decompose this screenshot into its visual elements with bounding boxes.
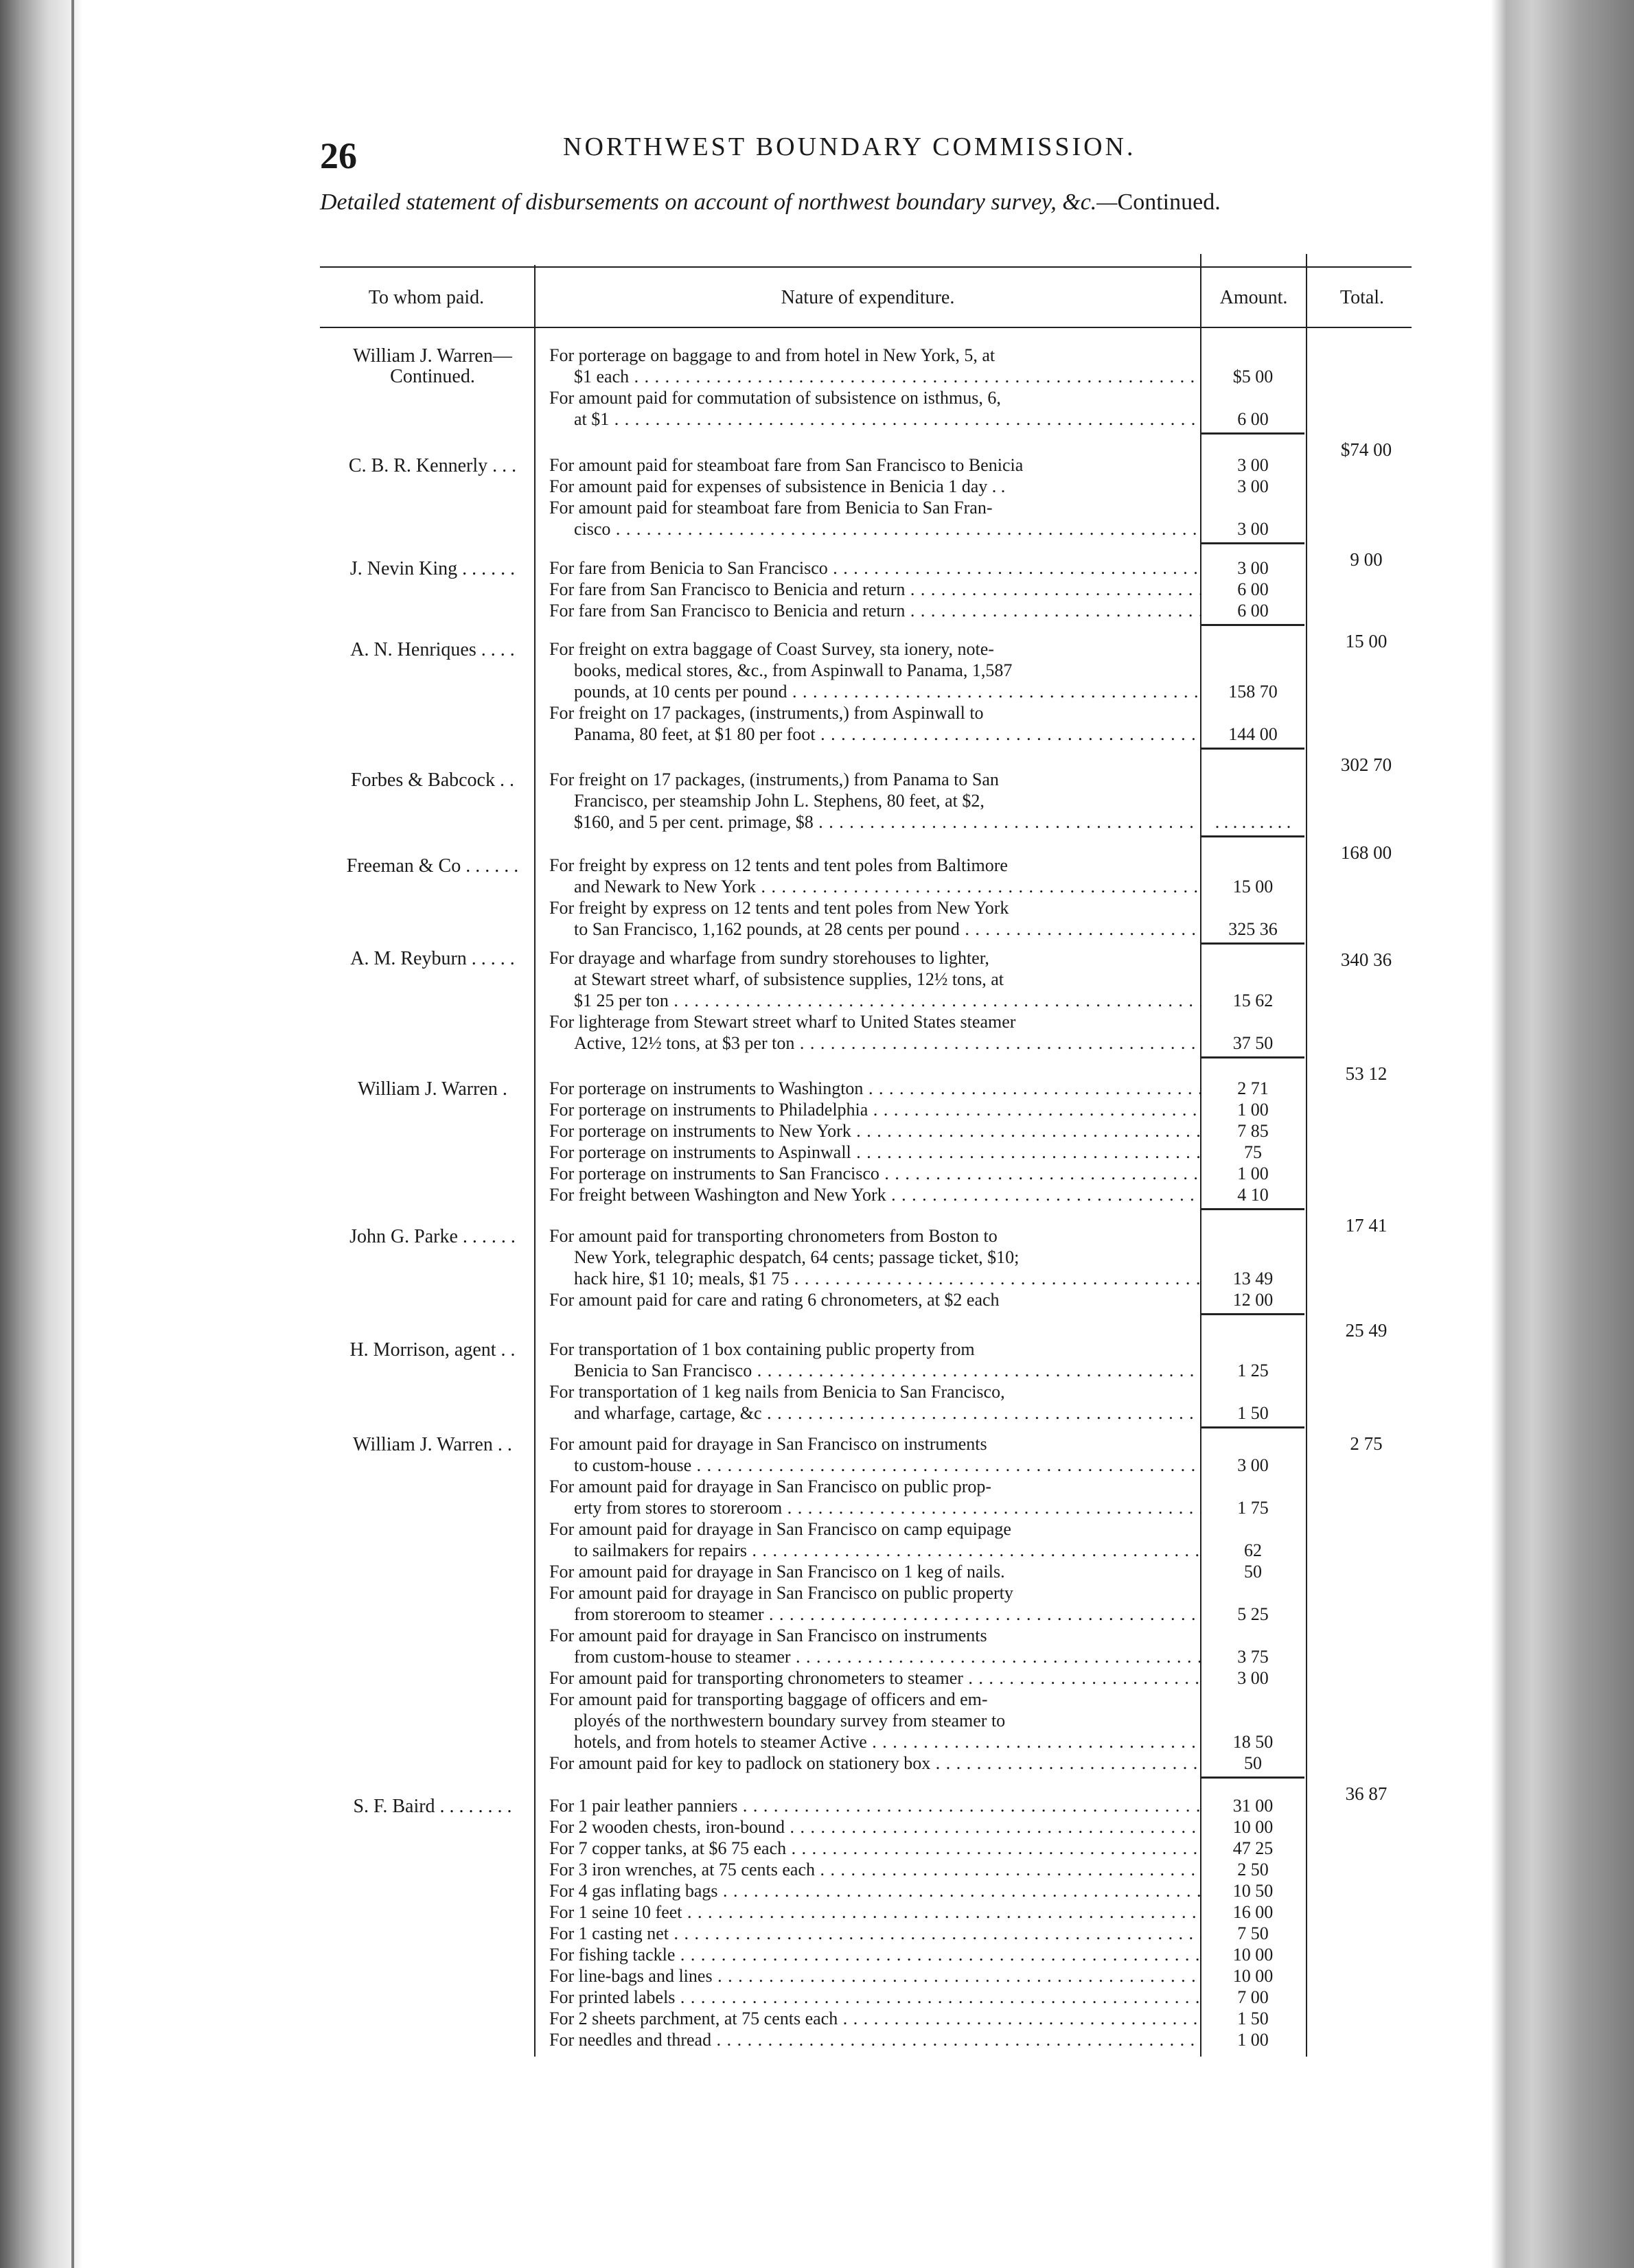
- expenditure-line: [549, 811, 1201, 833]
- expenditure-line: [549, 1247, 1201, 1268]
- subtotal-rule: [1201, 1056, 1304, 1058]
- expenditure-line: [549, 1540, 1201, 1561]
- expenditure-text: $1 each: [574, 367, 630, 386]
- amount-cell: 75: [1244, 1142, 1262, 1162]
- scan-binding-line: [71, 0, 74, 2268]
- expenditure-line: [549, 1120, 1201, 1142]
- expenditure-line: [549, 1078, 1201, 1099]
- amount-cell: 3 00: [1237, 558, 1269, 578]
- total-cell: 25 49: [1345, 1320, 1388, 1341]
- expenditure-line: [549, 1339, 1201, 1360]
- expenditure-line: [549, 579, 1201, 600]
- expenditure-text: For amount paid for drayage in San Francisco on instruments: [549, 1625, 987, 1645]
- amount-cell: 7 50: [1237, 1923, 1269, 1943]
- expenditure-text: For amount paid for drayage in San Francisco on instruments: [549, 1434, 987, 1454]
- expenditure-text: at Stewart street wharf, of subsistence supplies, 12½ tons, at: [574, 969, 1004, 989]
- scan-page-edge: [1491, 0, 1634, 2268]
- expenditure-line: [549, 1011, 1201, 1032]
- expenditure-text: For amount paid for drayage in San Francisco on public property: [549, 1583, 1013, 1603]
- total-cell: 53 12: [1345, 1063, 1388, 1084]
- subtotal-rule: [1201, 624, 1304, 626]
- expenditure-text: For 4 gas inflating bags: [549, 1881, 718, 1901]
- expenditure-text: For amount paid for drayage in San Francisco on 1 keg of nails.: [549, 1562, 1005, 1582]
- expenditure-text: For 1 casting net: [549, 1923, 669, 1943]
- expenditure-text: Francisco, per steamship John L. Stephens, 80 feet, at $2,: [574, 791, 985, 811]
- expenditure-line: [549, 1965, 1201, 1987]
- amount-cell: 18 50: [1232, 1732, 1274, 1752]
- amount-cell: 31 00: [1232, 1796, 1274, 1816]
- payee-name: C. B. R. Kennerly . . .: [348, 455, 517, 476]
- amount-cell: 37 50: [1232, 1033, 1274, 1053]
- expenditure-line: [549, 790, 1201, 811]
- expenditure-line: [549, 638, 1201, 660]
- total-cell: 2 75: [1350, 1433, 1383, 1454]
- expenditure-line: [549, 1268, 1201, 1289]
- total-cell: 36 87: [1345, 1783, 1388, 1804]
- top-rule: [320, 266, 1412, 268]
- subtotal-rule: [1201, 1426, 1304, 1428]
- expenditure-line: [549, 1163, 1201, 1184]
- expenditure-text: For 1 seine 10 feet: [549, 1902, 682, 1922]
- subtotal-rule: [1201, 1313, 1304, 1315]
- expenditure-line: [549, 897, 1201, 918]
- expenditure-line: [549, 387, 1201, 408]
- amount-cell: 10 00: [1232, 1966, 1274, 1986]
- col-divider-1: [534, 265, 536, 2057]
- total-cell: 9 00: [1350, 549, 1383, 570]
- expenditure-text: from custom-house to steamer: [574, 1647, 791, 1667]
- expenditure-line: [549, 1923, 1201, 1944]
- expenditure-text: to sailmakers for repairs: [574, 1540, 747, 1560]
- header-total: Total.: [1339, 287, 1385, 308]
- subtotal-rule: [1201, 748, 1304, 750]
- expenditure-line: [549, 408, 1201, 430]
- amount-cell: 1 50: [1237, 2009, 1269, 2028]
- amount-cell: 1 75: [1237, 1498, 1269, 1518]
- amount-cell: 5 25: [1237, 1604, 1269, 1624]
- expenditure-text: For amount paid for key to padlock on stationery box: [549, 1753, 931, 1773]
- amount-cell: 158 70: [1228, 682, 1278, 702]
- expenditure-text: erty from stores to storeroom: [574, 1498, 783, 1518]
- expenditure-text: For amount paid for drayage in San Francisco on public prop-: [549, 1477, 992, 1496]
- subtotal-rule: [1201, 542, 1304, 544]
- expenditure-text: For freight by express on 12 tents and tent poles from Baltimore: [549, 855, 1008, 875]
- expenditure-text: For freight on 17 packages, (instruments,) from Aspinwall to: [549, 703, 984, 723]
- payee-name: William J. Warren . .: [353, 1434, 512, 1455]
- expenditure-line: [549, 345, 1201, 366]
- expenditure-line: [549, 918, 1201, 940]
- payee-name: J. Nevin King . . . . . .: [349, 558, 516, 579]
- expenditure-line: [549, 1901, 1201, 1923]
- expenditure-line: [549, 1289, 1201, 1310]
- amount-cell: 3 00: [1237, 1668, 1269, 1688]
- expenditure-line: [549, 969, 1201, 990]
- payee-name: John G. Parke . . . . . .: [349, 1226, 516, 1247]
- header-rule: [320, 327, 1412, 328]
- col-divider-3: [1306, 254, 1307, 2057]
- expenditure-line: [549, 1987, 1201, 2008]
- expenditure-text: For porterage on instruments to Washington: [549, 1078, 864, 1098]
- expenditure-text: books, medical stores, &c., from Aspinwall to Panama, 1,587: [574, 660, 1013, 680]
- payee-name: William J. Warren— Continued.: [353, 345, 512, 387]
- expenditure-line: [549, 702, 1201, 724]
- expenditure-line: [549, 1455, 1201, 1476]
- total-cell: 168 00: [1340, 842, 1392, 863]
- payee-name: Forbes & Babcock . .: [351, 769, 514, 791]
- payee-name: S. F. Baird . . . . . . . .: [353, 1796, 512, 1817]
- subtitle-continued: Continued.: [1117, 189, 1221, 215]
- expenditure-text: For 7 copper tanks, at $6 75 each: [549, 1838, 787, 1858]
- expenditure-text: For amount paid for drayage in San Francisco on camp equipage: [549, 1519, 1011, 1539]
- subtotal-rule: [1201, 835, 1304, 837]
- expenditure-text: $160, and 5 per cent. primage, $8: [574, 812, 814, 832]
- amount-cell: 12 00: [1232, 1290, 1274, 1310]
- expenditure-line: [549, 1561, 1201, 1582]
- expenditure-line: [549, 1433, 1201, 1455]
- total-cell: $74 00: [1340, 439, 1392, 460]
- amount-cell: 3 00: [1237, 455, 1269, 475]
- expenditure-text: $1 25 per ton: [574, 991, 669, 1010]
- expenditure-line: [549, 855, 1201, 876]
- expenditure-line: [549, 1360, 1201, 1381]
- expenditure-text: For needles and thread: [549, 2030, 712, 2050]
- expenditure-line: [549, 1381, 1201, 1402]
- amount-cell: 6 00: [1237, 601, 1269, 621]
- expenditure-line: [549, 1184, 1201, 1205]
- expenditure-text: For lighterage from Stewart street wharf to United States steamer: [549, 1012, 1016, 1032]
- expenditure-text: For porterage on instruments to Aspinwall: [549, 1142, 851, 1162]
- amount-cell: 13 49: [1232, 1269, 1274, 1288]
- expenditure-line: [549, 1476, 1201, 1497]
- expenditure-text: For fare from San Francisco to Benicia and return: [549, 579, 906, 599]
- amount-cell: 10 50: [1232, 1881, 1274, 1901]
- expenditure-text: For line-bags and lines: [549, 1966, 713, 1986]
- expenditure-line: [549, 660, 1201, 681]
- expenditure-text: For fare from Benicia to San Francisco: [549, 558, 828, 578]
- expenditure-text: For amount paid for transporting chronometers to steamer: [549, 1668, 963, 1688]
- amount-cell: 1 00: [1237, 2030, 1269, 2050]
- amount-cell: 1 00: [1237, 1164, 1269, 1183]
- amount-cell: 7 00: [1237, 1987, 1269, 2007]
- expenditure-line: [549, 1582, 1201, 1604]
- subtotal-rule: [1201, 432, 1304, 435]
- expenditure-line: [549, 1402, 1201, 1424]
- expenditure-text: and wharfage, cartage, &c: [574, 1403, 762, 1423]
- expenditure-text: For 2 sheets parchment, at 75 cents each: [549, 2009, 838, 2028]
- expenditure-line: [549, 1795, 1201, 1816]
- total-cell: 340 36: [1340, 949, 1392, 970]
- expenditure-line: [549, 1604, 1201, 1625]
- amount-cell: 16 00: [1232, 1902, 1274, 1922]
- expenditure-line: [549, 724, 1201, 745]
- expenditure-text: hotels, and from hotels to steamer Active: [574, 1732, 867, 1752]
- expenditure-text: pounds, at 10 cents per pound: [574, 682, 787, 702]
- expenditure-line: [549, 454, 1201, 476]
- amount-cell: 7 85: [1237, 1121, 1269, 1141]
- page-number: 26: [320, 135, 357, 176]
- expenditure-text: For porterage on baggage to and from hotel in New York, 5, at: [549, 345, 996, 365]
- amount-cell: 50: [1244, 1562, 1262, 1582]
- amount-cell: $5 00: [1232, 367, 1274, 386]
- expenditure-line: [549, 769, 1201, 790]
- amount-cell: 47 25: [1232, 1838, 1274, 1858]
- payee-name: H. Morrison, agent . .: [349, 1339, 516, 1361]
- amount-cell: 15 00: [1232, 877, 1274, 896]
- expenditure-line: [549, 1225, 1201, 1247]
- amount-cell: 1 50: [1237, 1403, 1269, 1423]
- amount-cell: 62: [1244, 1540, 1262, 1560]
- expenditure-text: Panama, 80 feet, at $1 80 per foot: [574, 724, 816, 744]
- expenditure-line: [549, 1518, 1201, 1540]
- expenditure-line: [549, 1731, 1201, 1752]
- header-amount: Amount.: [1219, 287, 1288, 308]
- expenditure-text: For transportation of 1 box containing public property from: [549, 1339, 975, 1359]
- expenditure-line: [549, 681, 1201, 702]
- table-subtitle: [320, 189, 1418, 216]
- expenditure-line: [549, 876, 1201, 897]
- expenditure-line: [549, 518, 1201, 540]
- expenditure-text: For transportation of 1 keg nails from Benicia to San Francisco,: [549, 1382, 1005, 1402]
- payee-name: A. N. Henriques . . . .: [350, 639, 515, 660]
- expenditure-text: For amount paid for commutation of subsistence on isthmus, 6,: [549, 388, 1001, 408]
- amount-cell: 10 00: [1232, 1945, 1274, 1965]
- amount-cell: 325 36: [1228, 919, 1278, 939]
- expenditure-text: For fishing tackle: [549, 1945, 676, 1965]
- expenditure-line: [549, 1859, 1201, 1880]
- amount-cell: 50: [1244, 1753, 1262, 1773]
- total-cell: 17 41: [1345, 1215, 1388, 1236]
- expenditure-line: [549, 1816, 1201, 1838]
- expenditure-text: ployés of the northwestern boundary survey from steamer to: [574, 1711, 1006, 1731]
- expenditure-text: For amount paid for steamboat fare from Benicia to San Fran-: [549, 498, 993, 518]
- subtitle-italic: Detailed statement of disbursements on account of northwest boundary survey, &c.—: [320, 189, 1118, 215]
- expenditure-text: Benicia to San Francisco: [574, 1361, 752, 1380]
- expenditure-text: For 2 wooden chests, iron-bound: [549, 1817, 785, 1837]
- expenditure-text: New York, telegraphic despatch, 64 cents; passage ticket, $10;: [574, 1247, 1020, 1267]
- amount-cell: 3 00: [1237, 476, 1269, 496]
- expenditure-text: For drayage and wharfage from sundry storehouses to lighter,: [549, 948, 989, 968]
- amount-cell: 1 25: [1237, 1361, 1269, 1380]
- amount-cell: . . . . . . . . .: [1215, 812, 1291, 832]
- expenditure-line: [549, 1710, 1201, 1731]
- amount-cell: 3 00: [1237, 1455, 1269, 1475]
- expenditure-text: For freight between Washington and New York: [549, 1185, 886, 1205]
- expenditure-line: [549, 2029, 1201, 2050]
- payee-name: A. M. Reyburn . . . . .: [350, 948, 515, 969]
- expenditure-text: For 1 pair leather panniers: [549, 1796, 738, 1816]
- expenditure-text: For amount paid for expenses of subsistence in Benicia 1 day . .: [549, 476, 1006, 496]
- expenditure-text: For freight on extra baggage of Coast Survey, sta ionery, note-: [549, 639, 994, 659]
- header-nature: Nature of expenditure.: [781, 287, 955, 308]
- amount-cell: 1 00: [1237, 1100, 1269, 1120]
- expenditure-text: cisco: [574, 519, 611, 539]
- expenditure-text: For amount paid for transporting baggage of officers and em-: [549, 1689, 988, 1709]
- expenditure-line: [549, 1880, 1201, 1901]
- payee-name: William J. Warren .: [358, 1078, 507, 1100]
- amount-cell: 6 00: [1237, 409, 1269, 429]
- expenditure-text: For freight on 17 packages, (instruments,) from Panama to San: [549, 769, 999, 789]
- amount-cell: 15 62: [1232, 991, 1274, 1010]
- expenditure-text: For porterage on instruments to San Francisco: [549, 1164, 879, 1183]
- expenditure-text: For fare from San Francisco to Benicia and return: [549, 601, 906, 621]
- expenditure-text: For amount paid for steamboat fare from San Francisco to Benicia: [549, 455, 1024, 475]
- expenditure-line: [549, 1752, 1201, 1774]
- expenditure-line: [549, 1032, 1201, 1054]
- amount-cell: 6 00: [1237, 579, 1269, 599]
- expenditure-line: [549, 990, 1201, 1011]
- total-cell: 15 00: [1345, 631, 1388, 651]
- expenditure-line: [549, 1838, 1201, 1859]
- expenditure-line: [549, 497, 1201, 518]
- total-cell: 302 70: [1340, 754, 1392, 775]
- expenditure-line: [549, 1667, 1201, 1689]
- amount-cell: 4 10: [1237, 1185, 1269, 1205]
- subtotal-rule: [1201, 1777, 1304, 1779]
- expenditure-text: at $1: [574, 409, 610, 429]
- amount-cell: 2 50: [1237, 1860, 1269, 1879]
- expenditure-line: [549, 1944, 1201, 1965]
- expenditure-text: For freight by express on 12 tents and tent poles from New York: [549, 898, 1009, 918]
- expenditure-text: For porterage on instruments to Philadelphia: [549, 1100, 868, 1120]
- amount-cell: 144 00: [1228, 724, 1278, 744]
- payee-name: Freeman & Co . . . . . .: [346, 855, 519, 877]
- subtotal-rule: [1201, 942, 1304, 945]
- expenditure-line: [549, 947, 1201, 969]
- expenditure-text: For amount paid for care and rating 6 chronometers, at $2 each: [549, 1290, 1000, 1310]
- expenditure-line: [549, 1497, 1201, 1518]
- expenditure-line: [549, 1099, 1201, 1120]
- expenditure-text: from storeroom to steamer: [574, 1604, 764, 1624]
- amount-cell: 3 00: [1237, 519, 1269, 539]
- scan-binding-shadow: [0, 0, 82, 2268]
- expenditure-line: [549, 557, 1201, 579]
- expenditure-line: [549, 1689, 1201, 1710]
- expenditure-line: [549, 1625, 1201, 1646]
- subtotal-rule: [1201, 1208, 1304, 1210]
- header-payee: To whom paid.: [368, 287, 485, 308]
- expenditure-line: [549, 600, 1201, 621]
- expenditure-text: and Newark to New York: [574, 877, 757, 896]
- running-head: NORTHWEST BOUNDARY COMMISSION.: [563, 132, 1136, 161]
- expenditure-line: [549, 476, 1201, 497]
- expenditure-line: [549, 2008, 1201, 2029]
- amount-cell: 10 00: [1232, 1817, 1274, 1837]
- amount-cell: 3 75: [1237, 1647, 1269, 1667]
- expenditure-text: For printed labels: [549, 1987, 676, 2007]
- expenditure-text: For porterage on instruments to New York: [549, 1121, 851, 1141]
- expenditure-text: For amount paid for transporting chronometers from Boston to: [549, 1226, 998, 1246]
- expenditure-text: hack hire, $1 10; meals, $1 75: [574, 1269, 790, 1288]
- expenditure-line: [549, 1142, 1201, 1163]
- expenditure-text: to custom-house: [574, 1455, 692, 1475]
- expenditure-text: to San Francisco, 1,162 pounds, at 28 cents per pound: [574, 919, 960, 939]
- expenditure-line: [549, 366, 1201, 387]
- expenditure-line: [549, 1646, 1201, 1667]
- amount-cell: 2 71: [1237, 1078, 1269, 1098]
- expenditure-text: For 3 iron wrenches, at 75 cents each: [549, 1860, 815, 1879]
- expenditure-text: Active, 12½ tons, at $3 per ton: [574, 1033, 795, 1053]
